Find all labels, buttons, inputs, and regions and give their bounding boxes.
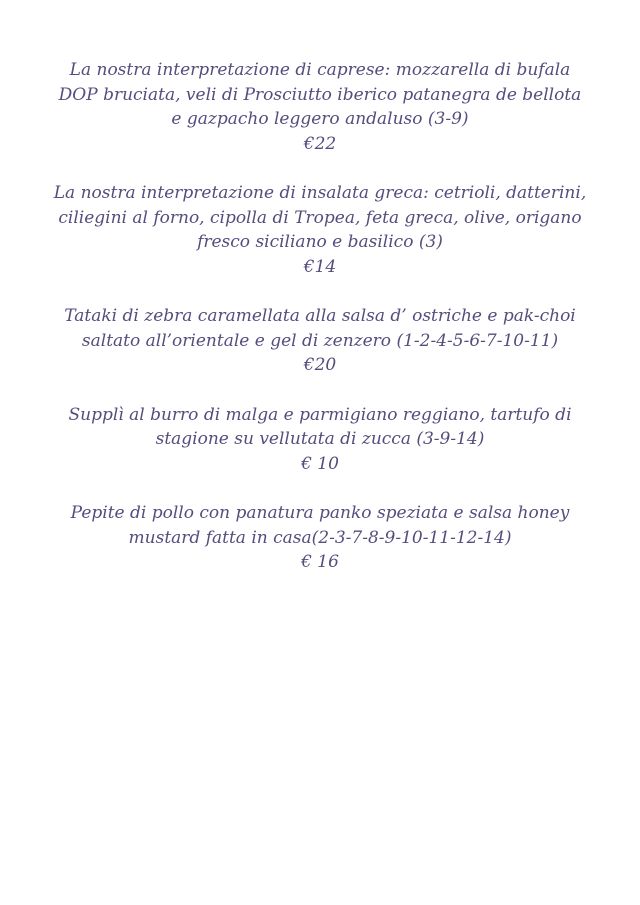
menu-item-suppli [40, 403, 600, 477]
menu-item-zebra-tataki [40, 304, 600, 378]
menu-item-caprese [40, 58, 600, 156]
menu-item-greek-salad [40, 181, 600, 279]
dish-description: La nostra interpretazione di caprese: mozzarella di bufala DOP bruciata, veli di Prosciutto iberico patanegra de bellota e gazpacho leggero andaluso (3-9) [58, 60, 582, 129]
dish-price: € 10 [301, 453, 339, 474]
dish-price: €14 [303, 256, 337, 277]
dish-price: €22 [303, 133, 337, 154]
dish-description: La nostra interpretazione di insalata greca: cetrioli, datterini, ciliegini al forno, cipolla di Tropea, feta greca, olive, origano fresco siciliano e basilico (3) [53, 183, 587, 252]
dish-description: Tataki di zebra caramellata alla salsa d’ ostriche e pak-choi saltato all’orientale e gel di zenzero (1-2-4-5-6-7-10-11) [64, 306, 576, 351]
dish-price: € 16 [301, 552, 339, 572]
menu-item-chicken-nuggets [40, 501, 600, 575]
dish-description: Pepite di pollo con panatura panko speziata e salsa honey mustard fatta in casa(2-3-7-8-9-10-11-12-14) [70, 503, 570, 548]
menu-list [40, 58, 600, 575]
dish-price: €20 [303, 355, 337, 375]
dish-description: Supplì al burro di malga e parmigiano reggiano, tartufo di stagione su vellutata di zucca (3-9-14) [68, 404, 572, 449]
